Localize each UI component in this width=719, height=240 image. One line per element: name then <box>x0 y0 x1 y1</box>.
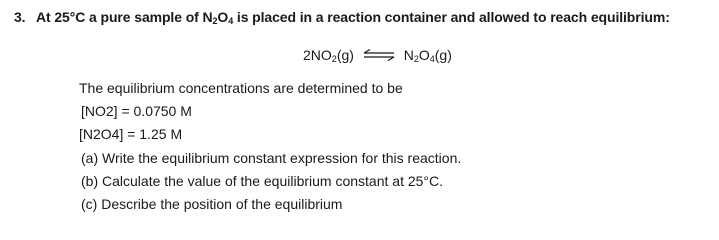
intro-text: The equilibrium concentrations are determined to be <box>79 80 403 96</box>
stem-middle: a pure sample of N <box>85 9 213 25</box>
reactant-state: (g) <box>336 47 354 63</box>
reactant-formula: 2NO <box>303 47 332 63</box>
product-n: N <box>403 47 414 63</box>
reaction-equation <box>303 47 452 64</box>
part-b-text: (b) Calculate the value of the equilibrium constant at 25°C. <box>81 173 444 189</box>
question-number: 3. <box>14 9 26 25</box>
subscript-4: 4 <box>228 16 234 26</box>
product-o: O <box>418 47 430 63</box>
stem-prefix: At 25 <box>36 9 70 25</box>
product-subscript-4: 4 <box>429 54 435 64</box>
part-a-text: (a) Write the equilibrium constant expression for this reaction. <box>81 150 462 166</box>
oxygen-letter: O <box>217 9 229 25</box>
stem-suffix: is placed in a reaction container and allowed to reach equilibrium: <box>233 9 670 25</box>
degree-unit: °C <box>69 9 86 25</box>
reactant-subscript: 2 <box>331 54 337 64</box>
n2o4-concentration: [N2O4] = 1.25 M <box>79 126 183 142</box>
no2-concentration: [NO2] = 0.0750 M <box>81 103 192 119</box>
equilibrium-arrow-icon <box>362 48 396 64</box>
product-subscript-2: 2 <box>413 54 419 64</box>
part-c-text: (c) Describe the position of the equilibrium <box>81 196 343 212</box>
question-stem <box>14 9 670 25</box>
subscript-2: 2 <box>212 16 218 26</box>
product-state: (g) <box>434 47 452 63</box>
